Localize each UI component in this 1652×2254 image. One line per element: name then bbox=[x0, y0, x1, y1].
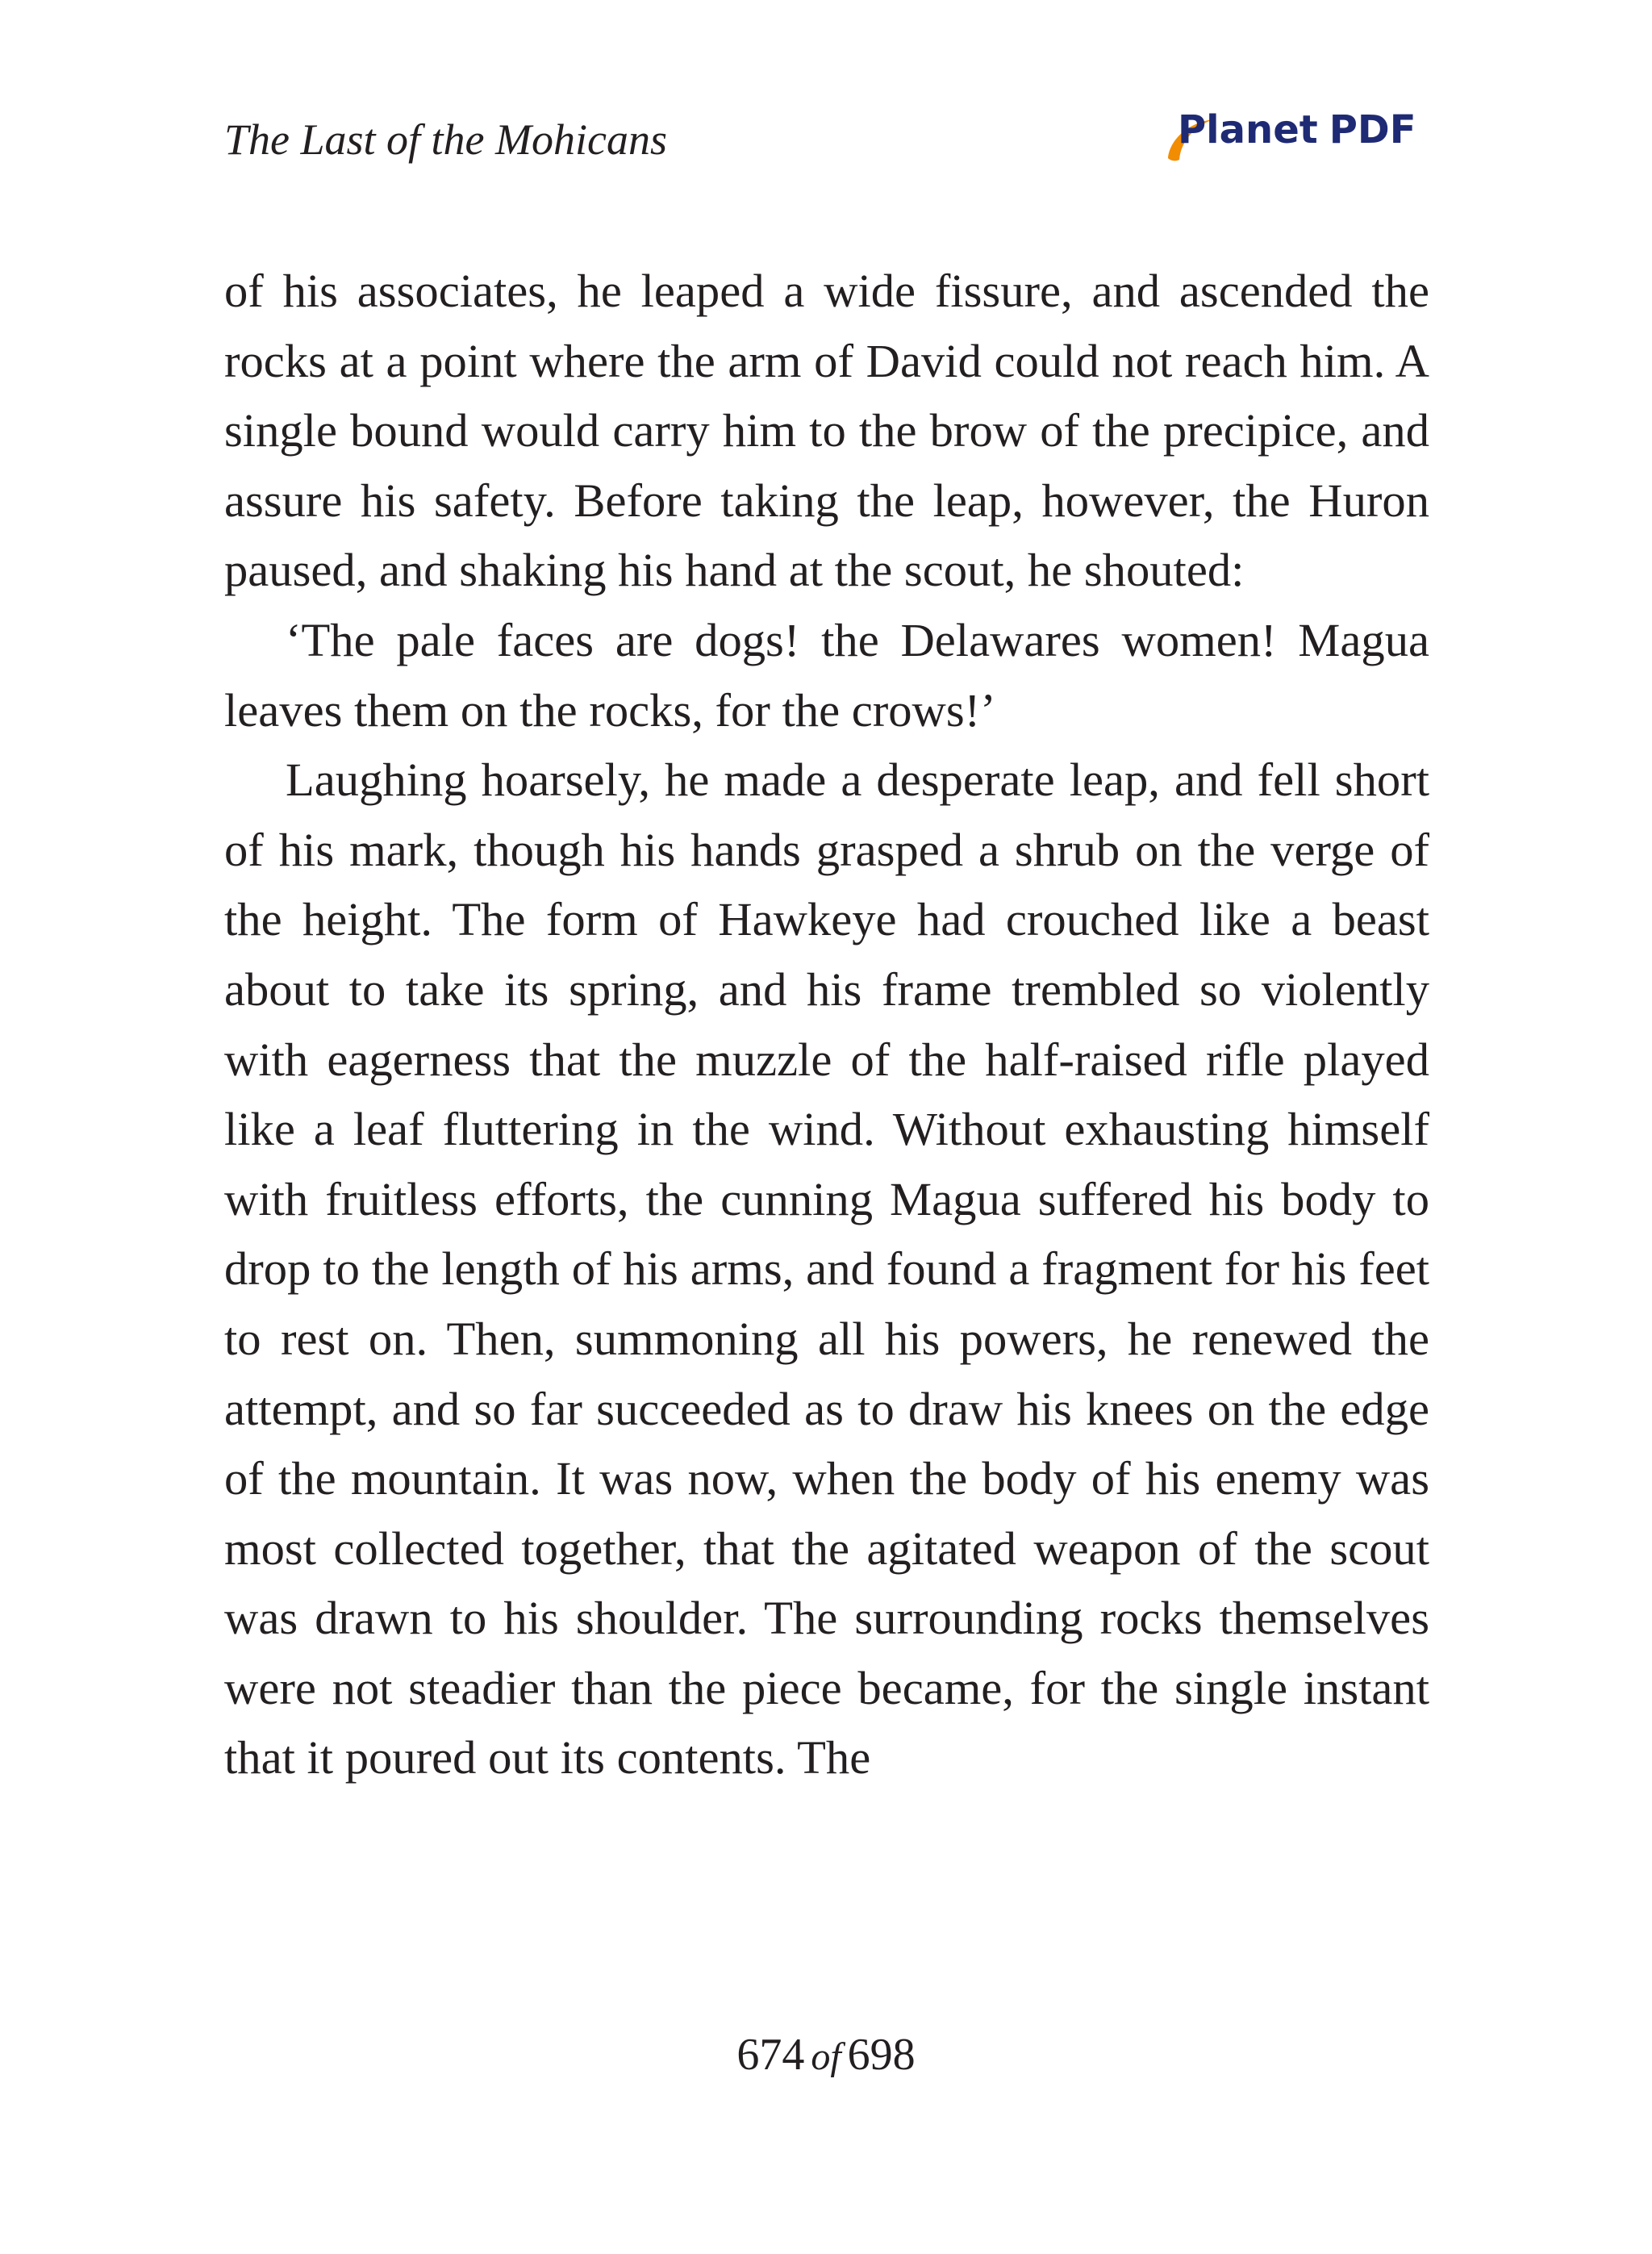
paragraph: Laughing hoarsely, he made a desperate leap, and fell short of his mark, though his hands grasped a shrub on the verge of the height. The form of Hawkeye had crouched like a beast about to take its spring, and his frame trembled so violently with eagerness that the muzzle of the half-raised rifle played like a leaf fluttering in the wind. Without exhausting himself with fruitless efforts, the cunning Magua suffered his body to drop to the length of his arms, and found a fragment for his feet to rest on. Then, summoning all his powers, he renewed the attempt, and so far succeeded as to draw his knees on the edge of the mountain. It was now, when the body of his enemy was most collected together, that the agitated weapon of the scout was drawn to his shoulder. The surrounding rocks themselves were not steadier than the piece became, for the single instant that it poured out its contents. The bbox=[224, 753, 1429, 1784]
brand-word-planet: Planet bbox=[1178, 107, 1318, 152]
of-label: of bbox=[811, 2035, 841, 2078]
total-pages: 698 bbox=[847, 2030, 916, 2080]
book-title: The Last of the Mohicans bbox=[224, 115, 667, 164]
current-page: 674 bbox=[736, 2030, 805, 2080]
planet-pdf-logo bbox=[1163, 103, 1429, 168]
paragraph: ‘The pale faces are dogs! the Delawares women! Magua leaves them on the rocks, for the crows!’ bbox=[224, 613, 1429, 737]
page-header bbox=[224, 103, 1429, 176]
brand-word-pdf: PDF bbox=[1329, 107, 1416, 152]
page-number bbox=[0, 2027, 1652, 2085]
paragraph: of his associates, he leaped a wide fissure, and ascended the rocks at a point where the arm of David could not reach him. A single bound would carry him to the brow of the precipice, and assure his safety. Before taking the leap, however, the Huron paused, and shaking his hand at the scout, he shouted: bbox=[224, 265, 1429, 597]
page-body bbox=[224, 257, 1429, 1793]
